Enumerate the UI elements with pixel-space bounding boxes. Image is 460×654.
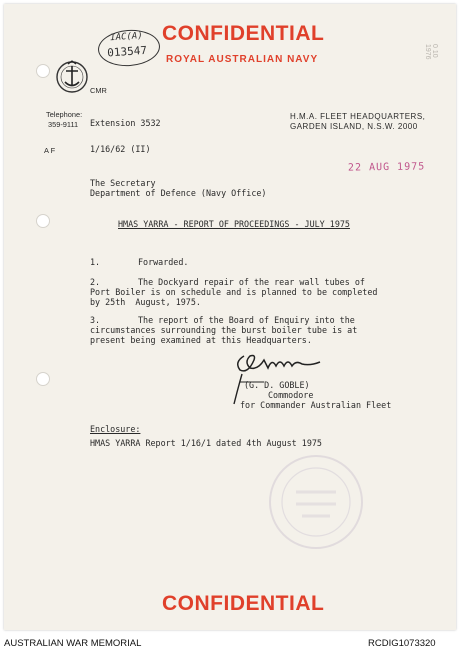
archive-id: RCDIG1073320	[368, 638, 436, 649]
navy-crest-icon	[54, 59, 90, 99]
cmr-label: CMR	[90, 86, 107, 95]
signatory-rank: Commodore	[268, 390, 314, 400]
paragraph-2-line2: Port Boiler is on schedule and is planned to be completed	[90, 287, 378, 297]
margin-note: 0 10 1976	[424, 44, 438, 60]
telephone-number: 359-9111	[48, 120, 79, 129]
paragraph-2-line1: The Dockyard repair of the rear wall tubes of	[138, 277, 365, 287]
paragraph-3-number: 3.	[90, 315, 101, 325]
reference-stamp-line2: 013547	[106, 43, 148, 60]
punch-hole-bottom	[36, 372, 50, 386]
paragraph-3-line2: circumstances surrounding the burst boiler tube is at	[90, 325, 358, 335]
paragraph-1-text: Forwarded.	[138, 257, 189, 267]
telephone-label: Telephone:	[46, 110, 83, 119]
subject-line: HMAS YARRA - REPORT OF PROCEEDINGS - JULY 1975	[118, 219, 350, 229]
signatory-name: (G. D. GOBLE)	[244, 380, 310, 390]
hq-address-line1: H.M.A. FLEET HEADQUARTERS,	[290, 112, 426, 121]
extension: Extension 3532	[90, 118, 161, 128]
file-reference: 1/16/62 (II)	[90, 144, 151, 154]
confidential-heading-bottom: CONFIDENTIAL	[162, 592, 325, 615]
reference-stamp	[97, 28, 161, 68]
reference-stamp-line1: IAC(A)	[109, 31, 144, 44]
enclosure-item: HMAS YARRA Report 1/16/1 dated 4th August 1975	[90, 438, 322, 448]
hq-address-line2: GARDEN ISLAND, N.S.W. 2000	[290, 122, 418, 131]
faint-seal-stamp	[266, 452, 366, 552]
paragraph-2-line3: by 25th August, 1975.	[90, 297, 201, 307]
paragraph-1-number: 1.	[90, 257, 101, 267]
af-label: A F	[44, 146, 56, 155]
paragraph-2-number: 2.	[90, 277, 101, 287]
received-date-stamp: 22 AUG 1975	[347, 161, 426, 174]
punch-hole-middle	[36, 214, 50, 228]
punch-hole-top	[36, 64, 50, 78]
paragraph-3-line3: present being examined at this Headquarters.	[90, 335, 312, 345]
addressee-line1: The Secretary	[90, 178, 156, 188]
enclosure-label: Enclosure:	[90, 424, 141, 434]
document-page	[4, 4, 456, 630]
signatory-role: for Commander Australian Fleet	[240, 400, 392, 410]
addressee-line2: Department of Defence (Navy Office)	[90, 188, 267, 198]
navy-name: ROYAL AUSTRALIAN NAVY	[166, 54, 319, 65]
archive-name: AUSTRALIAN WAR MEMORIAL	[4, 638, 142, 649]
confidential-heading-top: CONFIDENTIAL	[162, 22, 325, 45]
paragraph-3-line1: The report of the Board of Enquiry into the	[138, 315, 355, 325]
